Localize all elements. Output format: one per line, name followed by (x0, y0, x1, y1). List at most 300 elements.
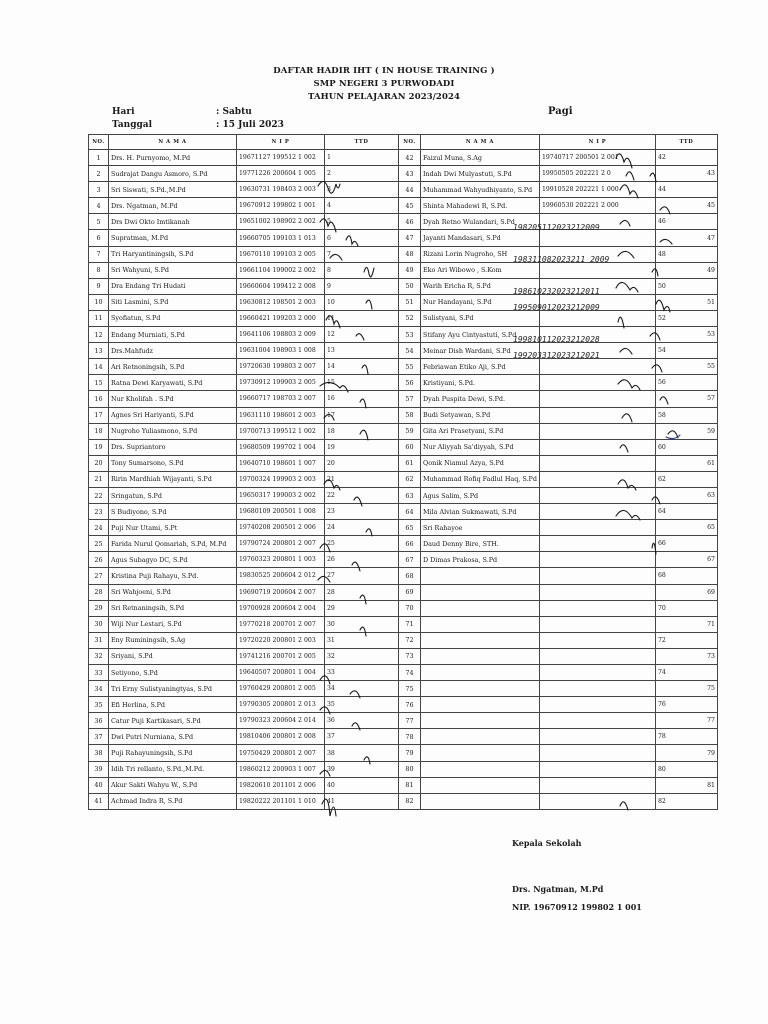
row-ttd: 35 (325, 697, 399, 713)
row-name-right: Jayanti Mandasari, S.Pd (421, 230, 540, 246)
row-nip-right (539, 584, 655, 600)
row-nip: 19640710 198601 1 007 (237, 455, 325, 471)
handwritten-nip-54: 199203312023212021 (513, 351, 600, 360)
row-name-right (421, 745, 540, 761)
row-nip: 19680509 199702 1 004 (237, 439, 325, 455)
row-no: 41 (89, 793, 109, 809)
row-nip-right (539, 777, 655, 793)
row-ttd: 10 (325, 294, 399, 310)
row-no: 35 (89, 697, 109, 713)
row-ttd: 40 (325, 777, 399, 793)
row-ttd: 32 (325, 648, 399, 664)
row-name-right: Febriawan Etiko Aji, S.Pd (421, 359, 540, 375)
row-no: 39 (89, 761, 109, 777)
row-ttd: 20 (325, 455, 399, 471)
table-row (89, 568, 718, 584)
row-name-right: Agus Salim, S.Pd (421, 487, 540, 503)
row-ttd-right: 79 (655, 745, 717, 761)
row-name-right: Muhammad Rofiq Fadlul Haq, S.Pd (421, 471, 540, 487)
row-no: 10 (89, 294, 109, 310)
row-ttd-right: 55 (655, 359, 717, 375)
row-ttd: 17 (325, 407, 399, 423)
row-ttd: 23 (325, 504, 399, 520)
row-ttd: 21 (325, 471, 399, 487)
row-name: Catur Puji Kartikasari, S.Pd (109, 713, 237, 729)
row-name-right: Sri Rahayoe (421, 520, 540, 536)
row-ttd: 36 (325, 713, 399, 729)
row-ttd: 24 (325, 520, 399, 536)
row-nip: 19790724 200801 2 007 (237, 536, 325, 552)
row-no-right: 78 (399, 729, 421, 745)
row-name-right: Mila Alvian Sukmawati, S.Pd (421, 504, 540, 520)
row-no-right: 72 (399, 632, 421, 648)
row-no-right: 81 (399, 777, 421, 793)
row-ttd-right: 51 (655, 294, 717, 310)
row-no-right: 80 (399, 761, 421, 777)
row-no-right: 55 (399, 359, 421, 375)
row-ttd-right: 46 (655, 214, 717, 230)
table-row (89, 729, 718, 745)
col-ttd: TTD (325, 135, 399, 150)
row-no-right: 71 (399, 616, 421, 632)
row-no-right: 74 (399, 665, 421, 681)
row-no: 38 (89, 745, 109, 761)
row-ttd: 25 (325, 536, 399, 552)
row-no: 20 (89, 455, 109, 471)
col-nama-right: N A M A (421, 135, 540, 150)
row-ttd-right: 43 (655, 166, 717, 182)
row-nip: 19630812 198501 2 003 (237, 294, 325, 310)
table-row (89, 777, 718, 793)
row-nip: 19631004 198903 1 008 (237, 343, 325, 359)
row-name: Sri Wahyuni, S.Pd (109, 262, 237, 278)
row-ttd-right: 61 (655, 455, 717, 471)
row-name-right: Eko Ari Wibowo , S.Kom (421, 262, 540, 278)
row-nip: 19700713 199512 1 002 (237, 423, 325, 439)
table-row (89, 439, 718, 455)
row-no: 40 (89, 777, 109, 793)
row-nip-right: 19910528 202221 1 000 (539, 182, 655, 198)
row-nip: 19740208 200501 2 006 (237, 520, 325, 536)
row-name: Sringatun, S.Pd (109, 487, 237, 503)
doc-title: DAFTAR HADIR IHT ( IN HOUSE TRAINING ) (273, 66, 495, 76)
row-ttd-right: 49 (655, 262, 717, 278)
row-ttd-right: 68 (655, 568, 717, 584)
row-nip: 19670912 199802 1 001 (237, 198, 325, 214)
row-no-right: 54 (399, 343, 421, 359)
row-name-right (421, 584, 540, 600)
session-label: Pagi (548, 106, 573, 117)
row-no: 19 (89, 439, 109, 455)
row-ttd-right: 58 (655, 407, 717, 423)
row-no: 37 (89, 729, 109, 745)
table-row (89, 793, 718, 809)
row-name: Drs.Mahfudz (109, 343, 237, 359)
row-nip-right (539, 520, 655, 536)
row-ttd: 16 (325, 391, 399, 407)
row-nip: 19790323 200604 2 014 (237, 713, 325, 729)
table-row (89, 745, 718, 761)
row-nip-right (539, 455, 655, 471)
row-no: 8 (89, 262, 109, 278)
row-nip-right (539, 327, 655, 343)
row-nip: 19790305 200801 2 013 (237, 697, 325, 713)
row-ttd-right: 62 (655, 471, 717, 487)
row-no-right: 58 (399, 407, 421, 423)
row-name-right (421, 761, 540, 777)
table-row (89, 150, 718, 166)
row-no: 13 (89, 343, 109, 359)
row-name-right: Kristiyani, S.Pd. (421, 375, 540, 391)
row-no-right: 82 (399, 793, 421, 809)
table-row (89, 665, 718, 681)
row-nip: 19730912 199903 2 005 (237, 375, 325, 391)
table-row (89, 198, 718, 214)
row-nip-right (539, 713, 655, 729)
row-name: Endang Murniati, S.Pd (109, 327, 237, 343)
row-nip-right (539, 246, 655, 262)
row-ttd: 31 (325, 632, 399, 648)
academic-year: TAHUN PELAJARAN 2023/2024 (308, 92, 460, 102)
row-nip-right (539, 761, 655, 777)
row-ttd: 39 (325, 761, 399, 777)
row-nip-right (539, 648, 655, 664)
row-no-right: 44 (399, 182, 421, 198)
row-nip: 19830525 200604 2 012 (237, 568, 325, 584)
row-nip: 19640507 200801 1 004 (237, 665, 325, 681)
row-no-right: 61 (399, 455, 421, 471)
row-nip: 19650317 199003 2 002 (237, 487, 325, 503)
row-ttd-right: 74 (655, 665, 717, 681)
row-nip: 19660705 199103 1 013 (237, 230, 325, 246)
row-ttd-right: 45 (655, 198, 717, 214)
row-ttd: 19 (325, 439, 399, 455)
row-name: Drs. Supriantoro (109, 439, 237, 455)
row-no-right: 49 (399, 262, 421, 278)
row-name-right: Daud Denny Bire, STH. (421, 536, 540, 552)
row-ttd: 30 (325, 616, 399, 632)
row-ttd: 38 (325, 745, 399, 761)
row-name: Syofiatun, S.Pd (109, 310, 237, 326)
row-name-right: Stifany Ayu Cintyastuti, S.Pd (421, 327, 540, 343)
row-name-right: Dyah Retno Wulandari, S.Pd (421, 214, 540, 230)
row-name: Siti Lasmini, S.Pd (109, 294, 237, 310)
row-no: 33 (89, 665, 109, 681)
table-row (89, 471, 718, 487)
row-ttd-right: 52 (655, 310, 717, 326)
row-no: 6 (89, 230, 109, 246)
row-ttd: 7 (325, 246, 399, 262)
row-ttd: 2 (325, 166, 399, 182)
row-nip-right (539, 552, 655, 568)
table-row (89, 262, 718, 278)
row-ttd-right: 42 (655, 150, 717, 166)
row-ttd-right: 80 (655, 761, 717, 777)
row-no-right: 57 (399, 391, 421, 407)
row-nip: 19651002 198902 2 002 (237, 214, 325, 230)
row-nip-right: 19950505 202221 2 0 (539, 166, 655, 182)
row-name-right (421, 729, 540, 745)
col-no: NO. (89, 135, 109, 150)
row-no: 9 (89, 278, 109, 294)
row-name: Nugroho Yuliasmono, S.Pd (109, 423, 237, 439)
hari-value: : Sabtu (216, 107, 252, 117)
table-row (89, 520, 718, 536)
row-nip-right (539, 407, 655, 423)
row-name-right: Meinar Dish Wardani, S.Pd (421, 343, 540, 359)
row-ttd-right: 71 (655, 616, 717, 632)
row-no: 7 (89, 246, 109, 262)
row-name-right: Rizani Lorin Nugroho, SH (421, 246, 540, 262)
table-row (89, 536, 718, 552)
row-nip-right (539, 343, 655, 359)
row-name: Eny Ruminingsih, S.Ag (109, 632, 237, 648)
row-name: Farida Nurul Qomariah, S.Pd, M.Pd (109, 536, 237, 552)
row-name: Supratman, M.Pd (109, 230, 237, 246)
row-no: 31 (89, 632, 109, 648)
table-row (89, 681, 718, 697)
row-no-right: 68 (399, 568, 421, 584)
row-nip-right (539, 632, 655, 648)
table-row (89, 455, 718, 471)
row-nip: 19631110 198601 2 003 (237, 407, 325, 423)
row-name: Idih Tri rellanto, S.Pd.,M.Pd. (109, 761, 237, 777)
row-ttd-right: 54 (655, 343, 717, 359)
row-name: Akur Sakti Wahyu W., S.Pd (109, 777, 237, 793)
row-nip-right (539, 729, 655, 745)
row-nip-right: 19740717 200501 2 001 (539, 150, 655, 166)
row-name-right (421, 777, 540, 793)
row-no: 5 (89, 214, 109, 230)
row-ttd-right: 82 (655, 793, 717, 809)
row-ttd-right: 57 (655, 391, 717, 407)
row-ttd-right: 60 (655, 439, 717, 455)
row-no-right: 64 (399, 504, 421, 520)
row-no: 18 (89, 423, 109, 439)
tanggal-label: Tanggal (112, 120, 153, 130)
row-name: Drs. Ngatman, M.Pd (109, 198, 237, 214)
row-no-right: 45 (399, 198, 421, 214)
row-name: Tony Sumarsono, S.Pd (109, 455, 237, 471)
row-no: 30 (89, 616, 109, 632)
row-name: Dwi Putri Nurniana, S.Pd (109, 729, 237, 745)
row-no-right: 56 (399, 375, 421, 391)
row-name-right (421, 568, 540, 584)
row-no-right: 46 (399, 214, 421, 230)
table-row (89, 584, 718, 600)
principal-nip: NIP. 19670912 199802 1 001 (512, 902, 642, 912)
handwritten-nip-53: 199810112023212028 (513, 335, 600, 344)
row-ttd: 8 (325, 262, 399, 278)
handwritten-nip-50: 198610232023212011 (513, 287, 600, 296)
row-nip-right (539, 310, 655, 326)
row-ttd: 34 (325, 681, 399, 697)
row-no: 1 (89, 150, 109, 166)
row-ttd-right: 64 (655, 504, 717, 520)
table-row (89, 423, 718, 439)
handwritten-nip-48: 198311082023211 2009 (513, 255, 610, 264)
table-row (89, 632, 718, 648)
row-name-right: Warih Ericha R, S.Pd (421, 278, 540, 294)
row-nip: 19820610 201101 2 006 (237, 777, 325, 793)
table-row (89, 616, 718, 632)
table-row (89, 391, 718, 407)
row-name: Achmad Indra R, S.Pd (109, 793, 237, 809)
row-name-right (421, 600, 540, 616)
row-ttd-right: 67 (655, 552, 717, 568)
row-ttd: 15 (325, 375, 399, 391)
row-ttd: 37 (325, 729, 399, 745)
row-nip-right (539, 600, 655, 616)
row-name: Sri Wahjoeni, S.Pd (109, 584, 237, 600)
table-row (89, 214, 718, 230)
row-no: 25 (89, 536, 109, 552)
handwritten-nip-51: 199509012023212009 (513, 303, 600, 312)
row-ttd: 22 (325, 487, 399, 503)
row-no-right: 76 (399, 697, 421, 713)
row-ttd: 4 (325, 198, 399, 214)
row-no: 17 (89, 407, 109, 423)
row-no: 11 (89, 310, 109, 326)
row-name-right (421, 793, 540, 809)
handwritten-nip-46: 198205112023212009 (513, 223, 600, 232)
table-row (89, 294, 718, 310)
hari-label: Hari (112, 107, 135, 117)
table-row (89, 310, 718, 326)
row-ttd: 14 (325, 359, 399, 375)
row-ttd-right: 72 (655, 632, 717, 648)
col-nip-right: N I P (539, 135, 655, 150)
row-nip: 19660717 198703 2 007 (237, 391, 325, 407)
row-ttd: 5 (325, 214, 399, 230)
row-ttd-right: 81 (655, 777, 717, 793)
row-ttd: 12 (325, 327, 399, 343)
row-name: Sudrajat Dangu Asmoro, S.Pd (109, 166, 237, 182)
row-ttd: 13 (325, 343, 399, 359)
row-nip: 19750429 200801 2 007 (237, 745, 325, 761)
row-no: 36 (89, 713, 109, 729)
row-name-right (421, 616, 540, 632)
table-row (89, 697, 718, 713)
row-no: 24 (89, 520, 109, 536)
row-no-right: 53 (399, 327, 421, 343)
row-no: 22 (89, 487, 109, 503)
row-no: 2 (89, 166, 109, 182)
row-ttd: 9 (325, 278, 399, 294)
row-name: Puji Nur Utami, S.Pt (109, 520, 237, 536)
table-row (89, 182, 718, 198)
row-ttd: 11 (325, 310, 399, 326)
table-header-row (89, 135, 718, 150)
row-no: 27 (89, 568, 109, 584)
row-nip-right (539, 568, 655, 584)
row-ttd-right: 75 (655, 681, 717, 697)
row-nip: 19661104 199002 2 002 (237, 262, 325, 278)
row-no-right: 59 (399, 423, 421, 439)
row-no-right: 50 (399, 278, 421, 294)
row-name-right (421, 713, 540, 729)
row-name: Wiji Nur Lestari, S.Pd (109, 616, 237, 632)
row-nip: 19720630 199803 2 007 (237, 359, 325, 375)
row-nip-right (539, 230, 655, 246)
row-nip: 19671127 199512 1 002 (237, 150, 325, 166)
row-nip: 19810406 200801 2 008 (237, 729, 325, 745)
col-no-right: NO. (399, 135, 421, 150)
row-no-right: 52 (399, 310, 421, 326)
table-row (89, 246, 718, 262)
row-no-right: 42 (399, 150, 421, 166)
row-name: Sriyani, S.Pd (109, 648, 237, 664)
principal-name: Drs. Ngatman, M.Pd (512, 884, 604, 894)
row-no: 26 (89, 552, 109, 568)
row-nip-right (539, 375, 655, 391)
row-name: Drs Dwi Okto Imtikanah (109, 214, 237, 230)
row-name-right (421, 681, 540, 697)
row-nip: 19700324 199903 2 003 (237, 471, 325, 487)
row-name: Ratna Dewi Karyawati, S.Pd (109, 375, 237, 391)
row-name-right: Qonik Niamul Azya, S.Pd (421, 455, 540, 471)
row-no: 12 (89, 327, 109, 343)
row-ttd-right: 78 (655, 729, 717, 745)
tanggal-value: : 15 Juli 2023 (216, 120, 284, 130)
row-ttd-right: 73 (655, 648, 717, 664)
row-no-right: 73 (399, 648, 421, 664)
row-name: Puji Rahayuningsih, S.Pd (109, 745, 237, 761)
row-name-right: Shinta Mahadewi R, S.Pd. (421, 198, 540, 214)
row-name: Agnes Sri Hariyanti, S.Pd (109, 407, 237, 423)
row-ttd: 26 (325, 552, 399, 568)
row-no-right: 48 (399, 246, 421, 262)
row-nip: 19860212 200903 1 007 (237, 761, 325, 777)
row-nip-right (539, 439, 655, 455)
row-nip: 19820222 201101 1 010 (237, 793, 325, 809)
row-name-right: Dyah Puspita Dewi, S.Pd. (421, 391, 540, 407)
table-row (89, 343, 718, 359)
row-name: Kristina Puji Rahayu, S.Pd. (109, 568, 237, 584)
row-name-right: Faizul Muna, S.Ag (421, 150, 540, 166)
attendance-table (88, 134, 718, 810)
row-ttd-right: 47 (655, 230, 717, 246)
row-no-right: 79 (399, 745, 421, 761)
row-ttd: 28 (325, 584, 399, 600)
table-row (89, 600, 718, 616)
row-nip-right (539, 391, 655, 407)
row-nip-right (539, 487, 655, 503)
row-nip-right (539, 294, 655, 310)
row-ttd-right: 53 (655, 327, 717, 343)
table-row (89, 327, 718, 343)
row-name-right: Nur Aliyyah Sa'diyyah, S.Pd (421, 439, 540, 455)
row-nip: 19660604 199412 2 008 (237, 278, 325, 294)
row-name: Setiyono, S.Pd (109, 665, 237, 681)
row-nip-right (539, 214, 655, 230)
row-name-right (421, 632, 540, 648)
row-no: 3 (89, 182, 109, 198)
row-nip: 19771226 200604 1 005 (237, 166, 325, 182)
row-ttd-right: 66 (655, 536, 717, 552)
row-ttd: 6 (325, 230, 399, 246)
row-name-right (421, 648, 540, 664)
row-no-right: 70 (399, 600, 421, 616)
row-ttd: 41 (325, 793, 399, 809)
row-no-right: 66 (399, 536, 421, 552)
table-row (89, 230, 718, 246)
row-name-right: Sulistyani, S.Pd (421, 310, 540, 326)
row-no: 29 (89, 600, 109, 616)
table-row (89, 375, 718, 391)
row-nip: 19770218 200701 2 007 (237, 616, 325, 632)
row-no: 4 (89, 198, 109, 214)
